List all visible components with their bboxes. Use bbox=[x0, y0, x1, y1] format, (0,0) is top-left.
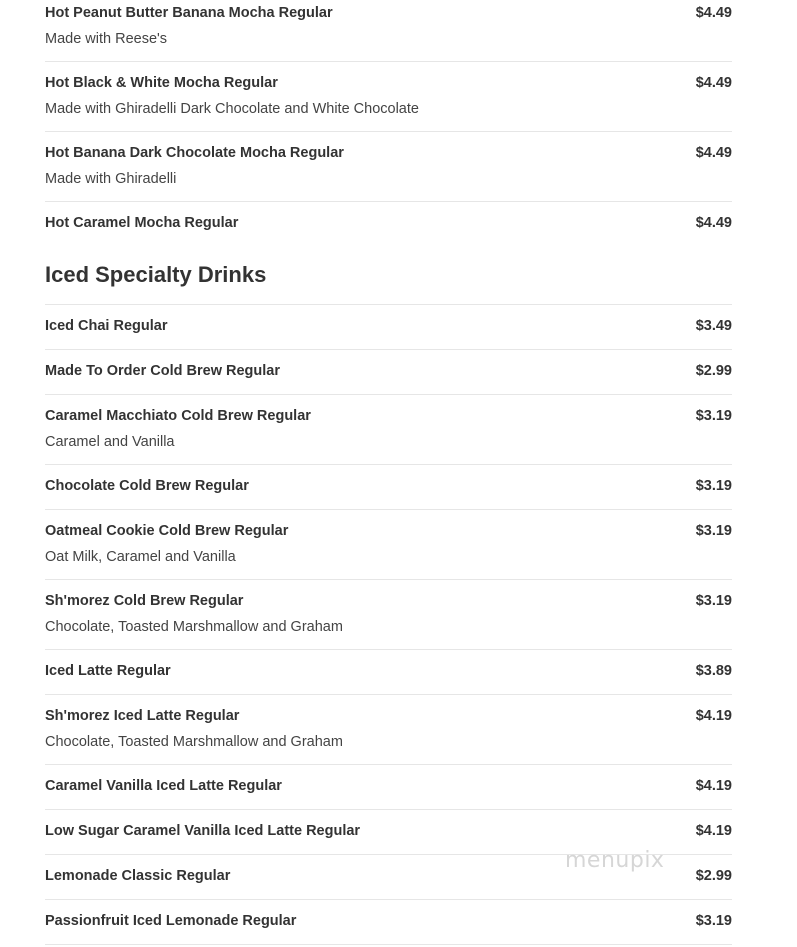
item-price: $3.19 bbox=[695, 408, 732, 424]
item-price: $3.49 bbox=[695, 318, 732, 334]
item-name: Made To Order Cold Brew Regular bbox=[45, 363, 280, 379]
item-description: Chocolate, Toasted Marshmallow and Graham bbox=[45, 619, 343, 635]
menu-item bbox=[45, 350, 732, 395]
menu-item bbox=[45, 650, 732, 695]
item-price: $3.19 bbox=[695, 913, 732, 929]
menu-item bbox=[45, 465, 732, 510]
item-name: Caramel Macchiato Cold Brew Regular bbox=[45, 408, 311, 424]
item-name: Oatmeal Cookie Cold Brew Regular bbox=[45, 523, 289, 539]
item-price: $4.19 bbox=[695, 778, 732, 794]
item-description: Made with Reese's bbox=[45, 31, 168, 47]
item-name: Hot Caramel Mocha Regular bbox=[45, 215, 239, 231]
item-description: Made with Ghiradelli Dark Chocolate and White Chocolate bbox=[45, 101, 419, 117]
menu-item bbox=[45, 202, 732, 248]
menu-item bbox=[45, 132, 732, 202]
item-name: Passionfruit Iced Lemonade Regular bbox=[45, 913, 297, 929]
menu-item bbox=[45, 580, 732, 650]
item-price: $4.19 bbox=[695, 823, 732, 839]
item-name: Sh'morez Iced Latte Regular bbox=[45, 708, 240, 724]
item-price: $3.89 bbox=[695, 663, 732, 679]
menu-item bbox=[45, 0, 732, 62]
menu-item bbox=[45, 395, 732, 465]
section-title: Iced Specialty Drinks bbox=[45, 262, 267, 287]
item-name: Lemonade Classic Regular bbox=[45, 868, 231, 884]
item-name: Chocolate Cold Brew Regular bbox=[45, 478, 249, 494]
item-price: $3.19 bbox=[695, 593, 732, 609]
item-description: Caramel and Vanilla bbox=[45, 434, 175, 450]
item-name: Low Sugar Caramel Vanilla Iced Latte Regular bbox=[45, 823, 361, 839]
item-price: $4.49 bbox=[695, 215, 732, 231]
item-price: $4.19 bbox=[695, 708, 732, 724]
menu-item bbox=[45, 62, 732, 132]
item-name: Sh'morez Cold Brew Regular bbox=[45, 593, 244, 609]
menu-item bbox=[45, 695, 732, 765]
menu-item bbox=[45, 510, 732, 580]
menu-item bbox=[45, 765, 732, 810]
watermark-logo: menupix bbox=[565, 848, 665, 873]
item-price: $2.99 bbox=[695, 363, 732, 379]
item-price: $3.19 bbox=[695, 478, 732, 494]
menu-item bbox=[45, 900, 732, 945]
item-description: Made with Ghiradelli bbox=[45, 171, 177, 187]
menu-list bbox=[45, 0, 732, 945]
item-name: Hot Black & White Mocha Regular bbox=[45, 75, 278, 91]
item-description: Oat Milk, Caramel and Vanilla bbox=[45, 549, 236, 565]
item-price: $4.49 bbox=[695, 5, 732, 21]
item-price: $3.19 bbox=[695, 523, 732, 539]
menu-item bbox=[45, 305, 732, 350]
item-name: Iced Chai Regular bbox=[45, 318, 168, 334]
item-price: $4.49 bbox=[695, 145, 732, 161]
item-name: Hot Banana Dark Chocolate Mocha Regular bbox=[45, 145, 344, 161]
item-price: $4.49 bbox=[695, 75, 732, 91]
item-name: Iced Latte Regular bbox=[45, 663, 171, 679]
section-heading bbox=[45, 248, 732, 305]
item-description: Chocolate, Toasted Marshmallow and Graham bbox=[45, 734, 343, 750]
item-price: $2.99 bbox=[695, 868, 732, 884]
item-name: Hot Peanut Butter Banana Mocha Regular bbox=[45, 5, 333, 21]
item-name: Caramel Vanilla Iced Latte Regular bbox=[45, 778, 282, 794]
